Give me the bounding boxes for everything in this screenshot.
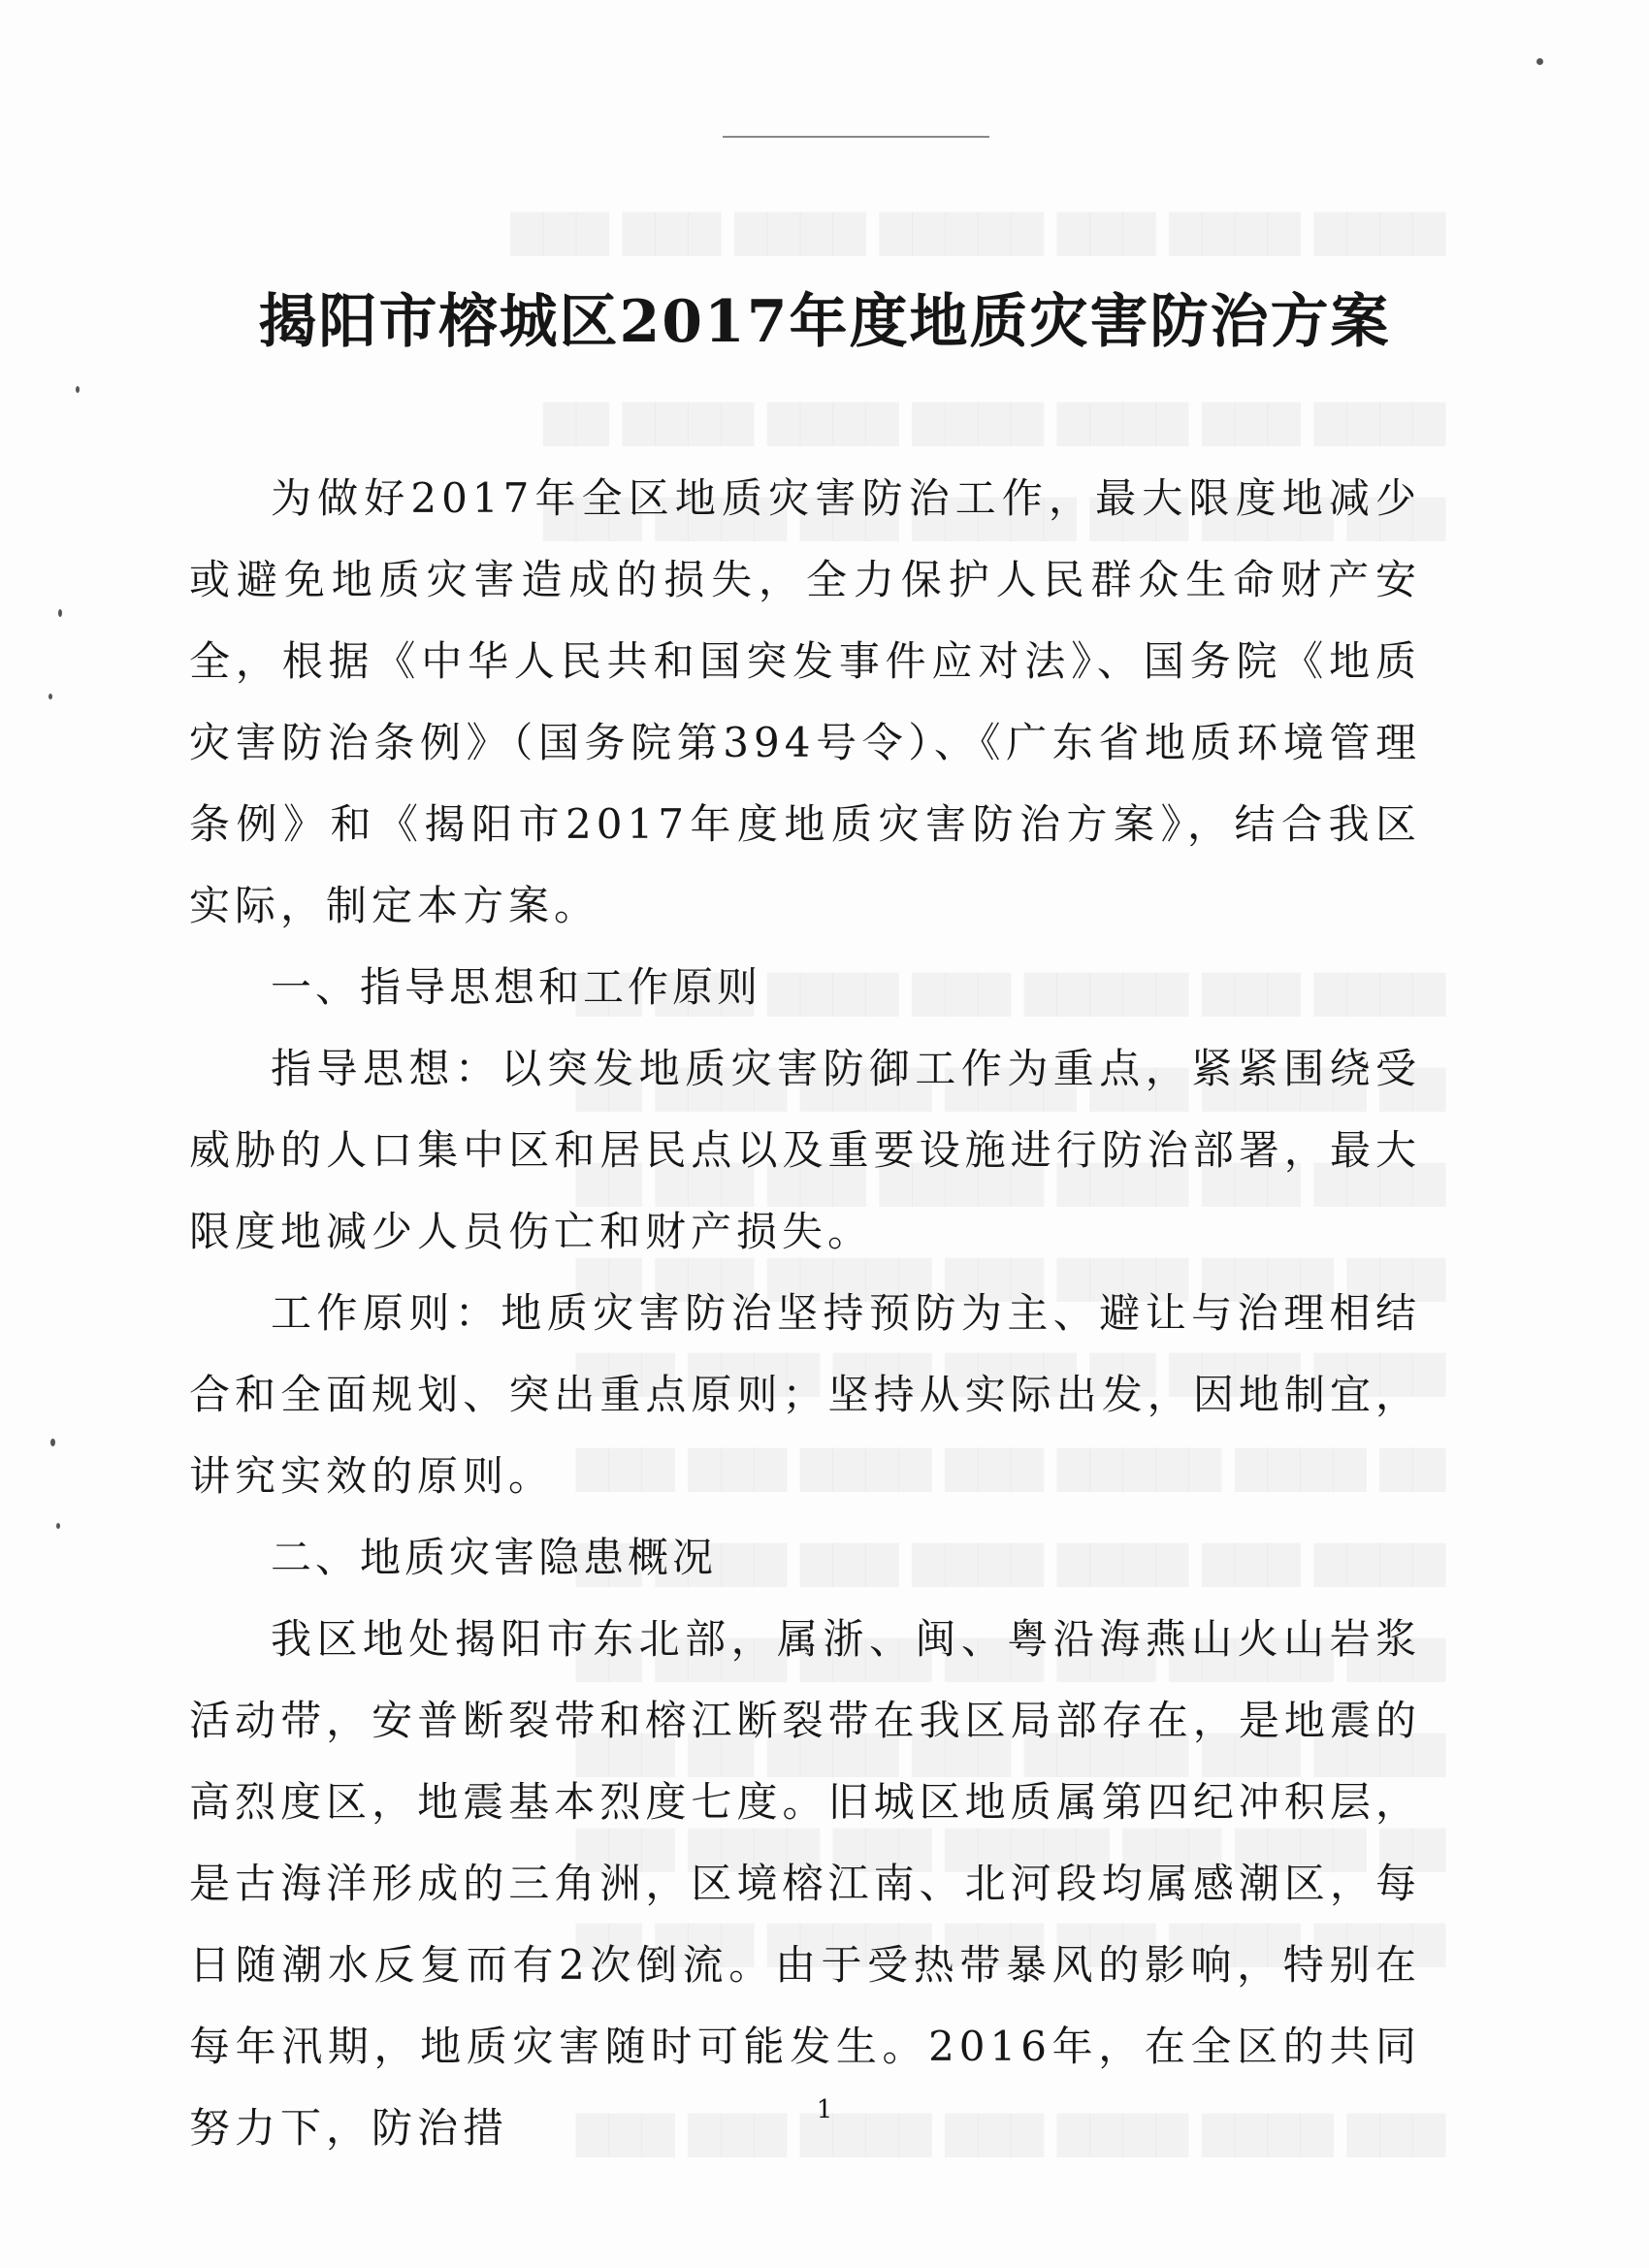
scan-speck <box>1536 58 1543 65</box>
scan-speck <box>48 694 52 699</box>
scan-speck <box>50 1439 55 1446</box>
guiding-thought-paragraph: 指导思想：以突发地质灾害防御工作为重点，紧紧围绕受威胁的人口集中区和居民点以及重要设施进行防治部署，最大限度地减少人员伤亡和财产损失。 <box>189 1045 1421 1255</box>
section-heading-hazard-overview: 二、地质灾害隐患概况 <box>271 1534 718 1581</box>
scan-speck <box>76 386 80 393</box>
intro-paragraph: 为做好2017年全区地质灾害防治工作，最大限度地减少或避免地质灾害造成的损失，全力保护人民群众生命财产安全，根据《中华人民共和国突发事件应对法》、国务院《地质灾害防治条例》（国务院第394号令）、《广东省地质环境管理条例》和《揭阳市2017年度地质灾害防治方案》，结合我区实际，制定本方案。 <box>189 474 1421 929</box>
page-number: 1 <box>816 2095 833 2124</box>
section-heading-guiding-principles: 一、指导思想和工作原则 <box>271 963 762 1011</box>
hazard-overview-paragraph: 我区地处揭阳市东北部，属浙、闽、粤沿海燕山火山岩浆活动带，安普断裂带和榕江断裂带在我区局部存在，是地震的高烈度区，地震基本烈度七度。旧城区地质属第四纪冲积层，是古海洋形成的三角洲，区境榕江南、北河段均属感潮区，每日随潮水反复而有2次倒流。由于受热带暴风的影响，特别在每年汛期，地质灾害随时可能发生。2016年，在全区的共同努力下，防治措 <box>189 1615 1421 2152</box>
scan-speck <box>58 609 62 617</box>
scan-speck <box>56 1523 60 1529</box>
document-body <box>189 458 1421 2169</box>
work-principle-paragraph: 工作原则：地质灾害防治坚持预防为主、避让与治理相结合和全面规划、突出重点原则；坚持从实际出发，因地制宜，讲究实效的原则。 <box>189 1289 1421 1500</box>
top-decorative-rule <box>723 136 989 138</box>
document-title: 揭阳市榕城区2017年度地质灾害防治方案 <box>258 288 1391 356</box>
